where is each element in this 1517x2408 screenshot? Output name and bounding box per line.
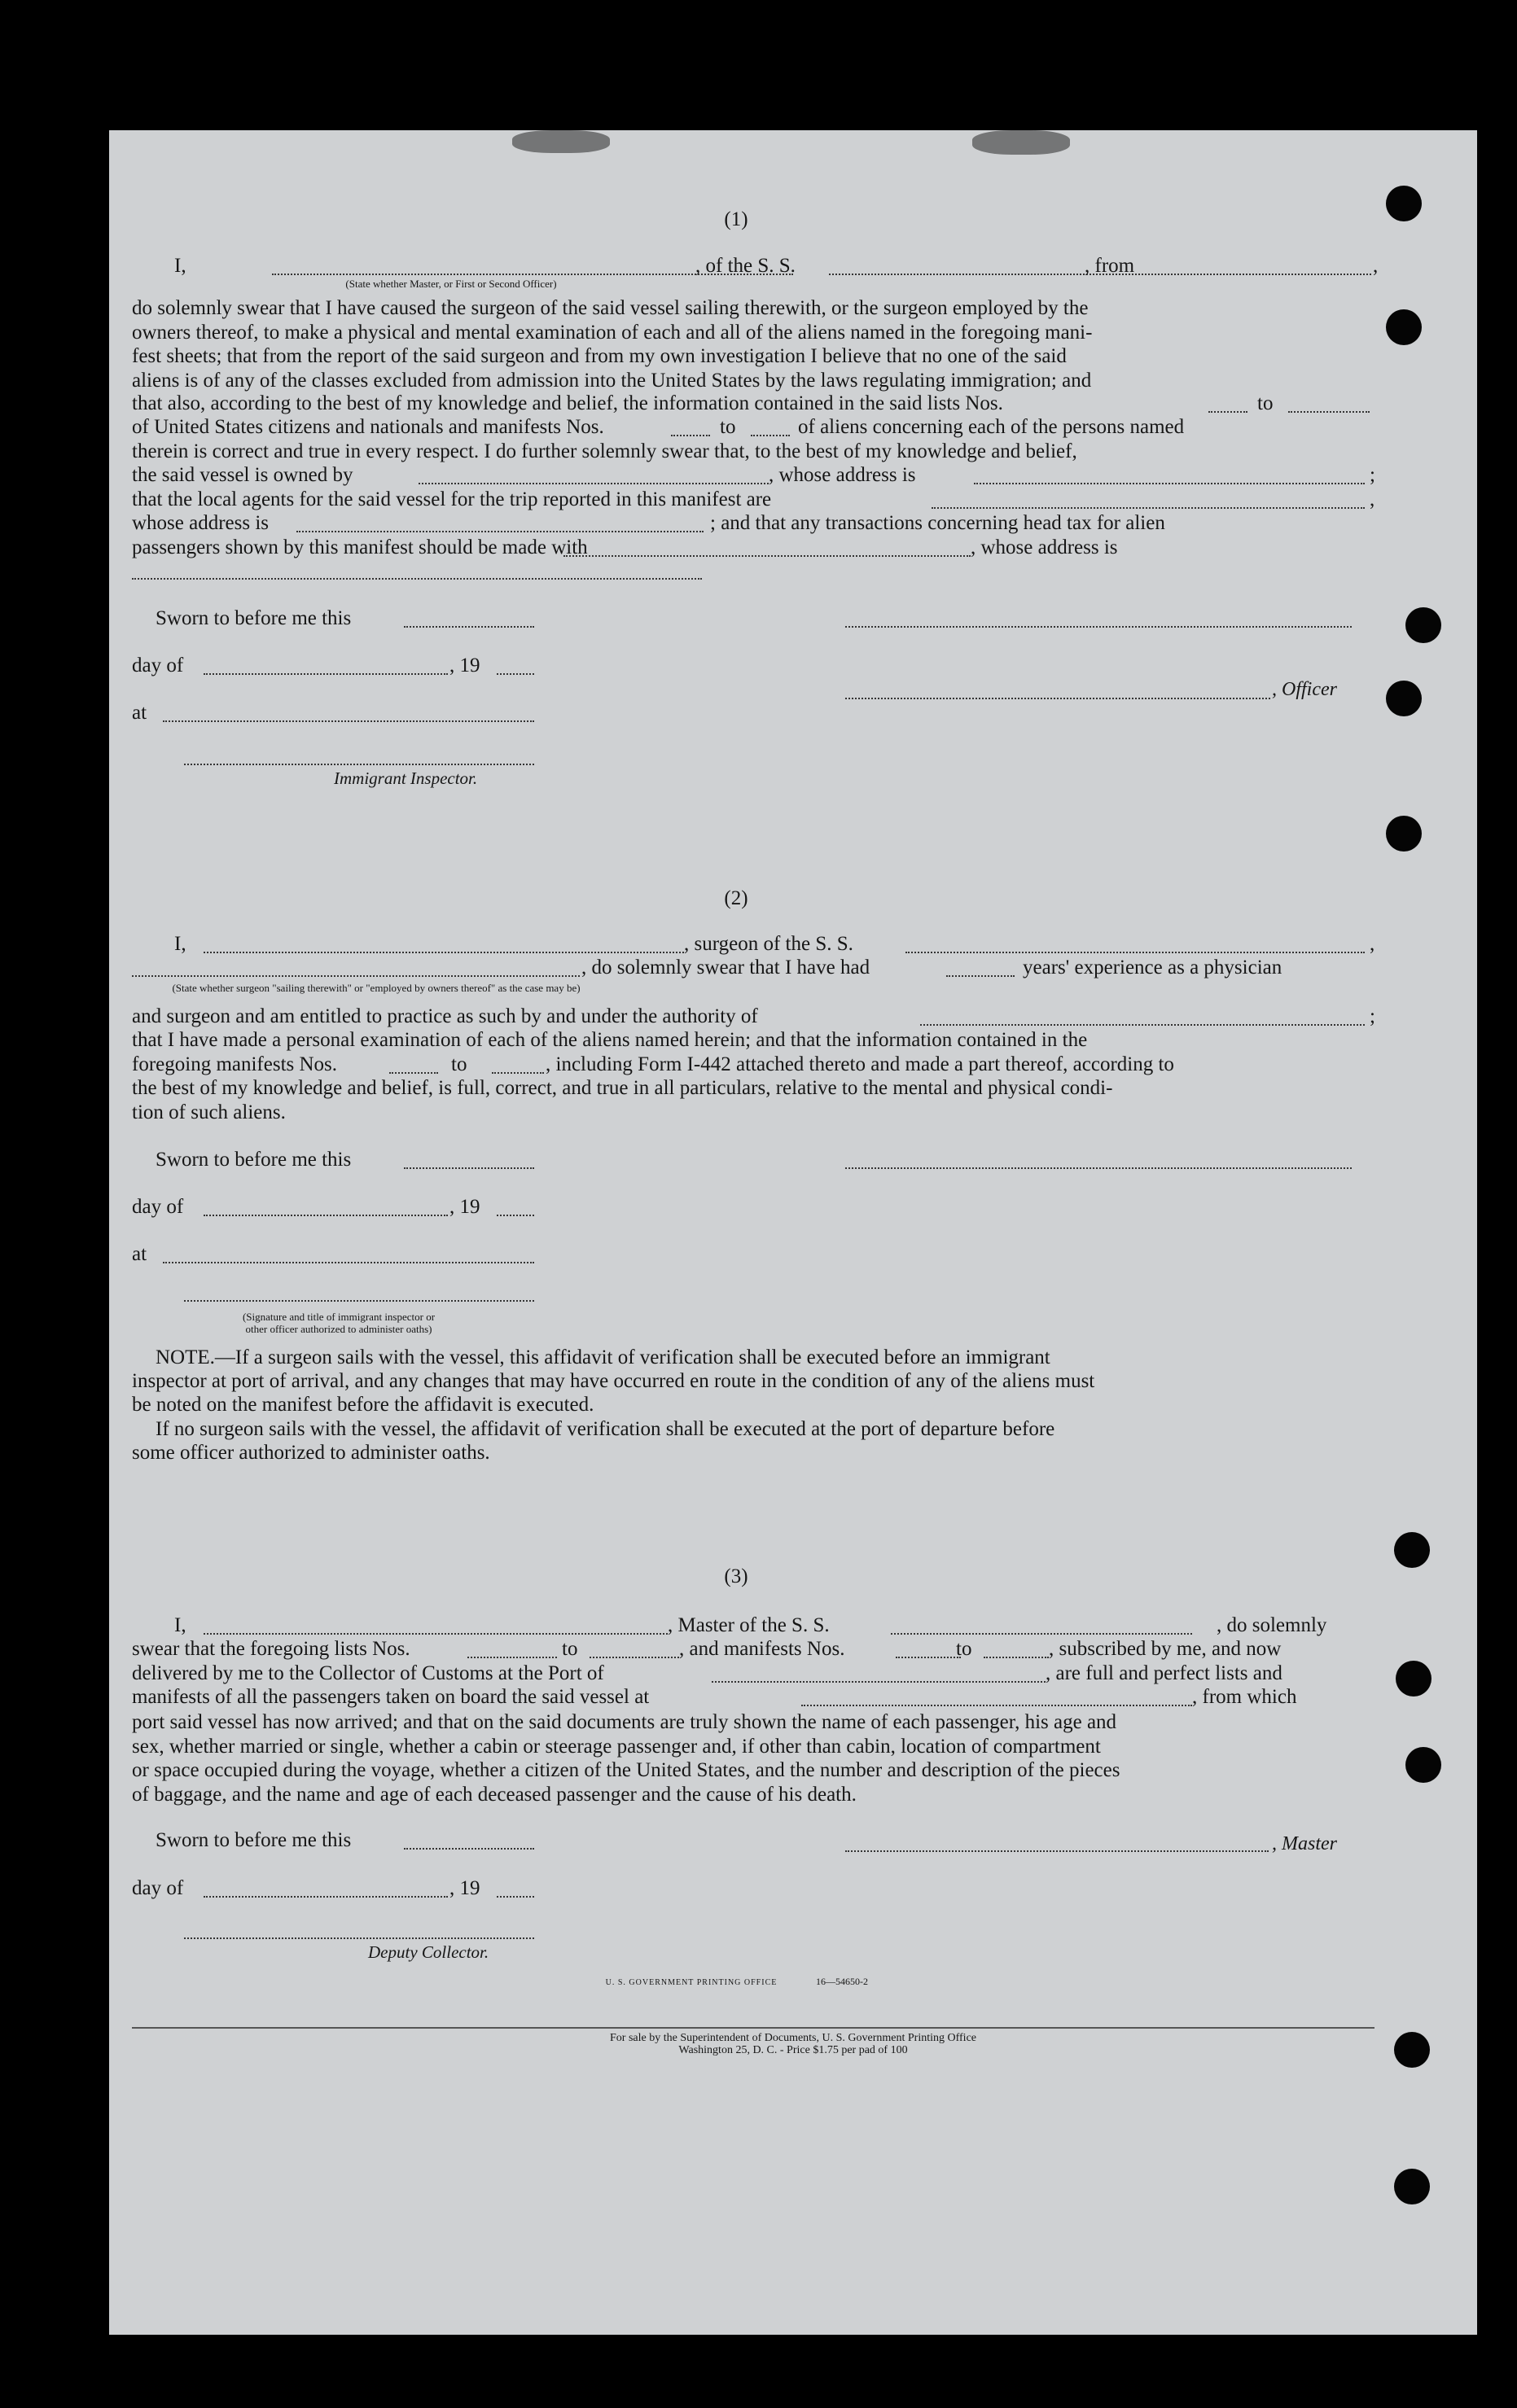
s1-manifests-to-field[interactable] (751, 435, 790, 436)
section-3-number: (3) (724, 1565, 748, 1587)
punch-hole-10 (1394, 2169, 1430, 2204)
s2-manifests-to-field[interactable] (492, 1072, 544, 1074)
s2-day-field[interactable] (204, 1215, 448, 1216)
s3-boarded-at-field[interactable] (801, 1705, 1192, 1706)
s1-vessel-field[interactable] (829, 274, 1195, 275)
s2-years-field[interactable] (946, 975, 1015, 977)
top-smudge-left (512, 130, 610, 153)
s2-official-signature[interactable] (184, 1300, 534, 1302)
s2-surgeon-signature[interactable] (845, 1167, 1352, 1169)
s2-sworn-label: Sworn to before me this (156, 1149, 352, 1171)
s2-at-label: at (132, 1243, 147, 1265)
s1-day-label: day of (132, 655, 184, 676)
s2-sworn-field[interactable] (404, 1167, 534, 1169)
s1-line-3: fest sheets; that from the report of the said surgeon and from my own investigation I believe that no one of the said (132, 345, 1067, 367)
s2-surgeon-label: , surgeon of the S. S. (684, 933, 853, 955)
s1-lists-from-field[interactable] (1208, 411, 1247, 413)
s1-officer-signature[interactable] (845, 626, 1352, 628)
s3-line-3: or space occupied during the voyage, whether a citizen of the United States, and the number and description of the pieces (132, 1759, 1120, 1781)
s1-manifests-to: to (720, 416, 736, 438)
s2-sig-hint-2: other officer authorized to administer oaths) (245, 1323, 432, 1335)
section-2-number: (2) (724, 887, 748, 909)
s1-line-1: do solemnly swear that I have caused the surgeon of the said vessel sailing therewith, or the surgeon employed by the (132, 297, 1089, 319)
s3-lists-to-field[interactable] (590, 1657, 679, 1658)
s2-vessel-field[interactable] (905, 952, 1365, 953)
s2-year-field[interactable] (497, 1215, 534, 1216)
s2-best-line: the best of my knowledge and belief, is full, correct, and true in all particulars, relative to the mental and physical condi- (132, 1077, 1113, 1099)
s2-note-4: If no surgeon sails with the vessel, the affidavit of verification shall be executed at the port of departure before (156, 1418, 1055, 1440)
s2-form-label: foregoing manifests Nos. (132, 1053, 338, 1075)
s1-owner-address-field[interactable] (974, 483, 1365, 484)
s1-correct-line: therein is correct and true in every respect. I do further solemnly swear that, to the best of my knowledge and belief, (132, 440, 1077, 462)
s2-at-field[interactable] (163, 1262, 534, 1263)
s1-passengers-tail: , whose address is (971, 536, 1118, 558)
s3-deputy-signature[interactable] (184, 1937, 534, 1939)
s2-day-label: day of (132, 1196, 184, 1218)
s1-year-label: , 19 (449, 655, 480, 676)
footer-rule (132, 2027, 1375, 2029)
s1-manifests-label: of United States citizens and nationals and manifests Nos. (132, 416, 604, 438)
s3-master-label: , Master of the S. S. (668, 1614, 830, 1636)
s1-i-label: I, (174, 255, 186, 277)
sale-line-1: For sale by the Superintendent of Documents, U. S. Government Printing Office (610, 2032, 976, 2044)
s2-year-label: , 19 (449, 1196, 480, 1218)
s2-note-1: NOTE.—If a surgeon sails with the vessel, this affidavit of verification shall be executed before an immigrant (156, 1346, 1050, 1368)
punch-hole-7 (1396, 1661, 1432, 1697)
punch-hole-6 (1394, 1532, 1430, 1568)
s1-at-label: at (132, 702, 147, 724)
s1-owner-field[interactable] (419, 483, 769, 484)
s1-agents-end: , (1370, 488, 1375, 510)
s1-whose-label: whose address is (132, 512, 270, 534)
s2-note-2: inspector at port of arrival, and any changes that may have occurred en route in the condition of any of the aliens must (132, 1370, 1095, 1392)
s1-agents-label: that the local agents for the said vessel for the trip reported in this manifest are (132, 488, 772, 510)
s1-agents-field[interactable] (932, 507, 1365, 509)
s3-deputy-caption: Deputy Collector. (368, 1942, 489, 1962)
s3-manifests-from-field[interactable] (896, 1657, 961, 1658)
s3-day-label: day of (132, 1877, 184, 1899)
s2-line-end: , (1370, 933, 1375, 955)
s3-lists-to: to (562, 1638, 578, 1660)
s1-headtax-field[interactable] (563, 555, 971, 557)
s1-year-field[interactable] (497, 673, 534, 675)
s1-headtax-address-field[interactable] (132, 578, 702, 580)
s1-passengers-label: passengers shown by this manifest should be made with (132, 536, 588, 558)
s2-surgeon-type-field[interactable] (132, 975, 580, 977)
s3-sworn-field[interactable] (404, 1848, 534, 1850)
punch-hole-3 (1405, 607, 1441, 643)
s3-vessel-field[interactable] (891, 1633, 1192, 1635)
s3-solemnly-label: , do solemnly (1217, 1614, 1327, 1636)
s2-surgeon-name-field[interactable] (204, 952, 684, 953)
punch-hole-1 (1386, 186, 1422, 221)
punch-hole-5 (1386, 816, 1422, 852)
punch-hole-4 (1386, 681, 1422, 716)
s3-manifests-to-field[interactable] (984, 1657, 1049, 1658)
s1-at-field[interactable] (163, 720, 534, 722)
s3-line-1: port said vessel has now arrived; and that on the said documents are truly shown the name of each passenger, his age and (132, 1711, 1117, 1733)
printing-office-label: U. S. GOVERNMENT PRINTING OFFICE (605, 1978, 778, 1987)
s3-port-field[interactable] (712, 1681, 1046, 1683)
punch-hole-8 (1405, 1747, 1441, 1783)
s3-year-label: , 19 (449, 1877, 480, 1899)
s1-from-end: , (1373, 255, 1379, 277)
s1-from-label: , from (1085, 255, 1135, 277)
s3-lists-label: swear that the foregoing lists Nos. (132, 1638, 410, 1660)
s2-authority-end: ; (1370, 1005, 1375, 1027)
s1-owned-address: , whose address is (769, 464, 916, 486)
s2-such-line: tion of such aliens. (132, 1101, 286, 1123)
section-1-number: (1) (724, 208, 748, 230)
sale-line-2: Washington 25, D. C. - Price $1.75 per pad of 100 (678, 2044, 908, 2056)
s3-from-which: , from which (1192, 1686, 1297, 1708)
form-page (109, 130, 1477, 2335)
s2-i-label: I, (174, 933, 186, 955)
s1-owned-end: ; (1370, 464, 1375, 486)
s3-line-2: sex, whether married or single, whether a cabin or steerage passenger and, if other than cabin, location of compartment (132, 1735, 1101, 1758)
s1-sworn-field[interactable] (404, 626, 534, 628)
s3-body (132, 1710, 1375, 1806)
s1-line-4: aliens is of any of the classes excluded from admission into the United States by the laws regulating immigration; and (132, 369, 1092, 392)
s1-inspector-caption: Immigrant Inspector. (334, 768, 478, 788)
s1-day-field[interactable] (204, 673, 448, 675)
s1-lists-to: to (1257, 392, 1274, 414)
s2-authority-field[interactable] (920, 1024, 1365, 1026)
top-smudge-right (972, 130, 1070, 155)
s3-master-name-field[interactable] (204, 1633, 668, 1635)
s1-inspector-signature[interactable] (184, 764, 534, 765)
s3-master-caption: , Master (1272, 1833, 1337, 1854)
s1-lists-label: that also, according to the best of my knowledge and belief, the information contained in the said lists Nos. (132, 392, 1003, 414)
s2-sig-hint-1: (Signature and title of immigrant inspector or (242, 1311, 436, 1323)
s2-form-to: to (451, 1053, 467, 1075)
s3-delivered-tail: , are full and perfect lists and (1046, 1662, 1282, 1684)
s2-surgeon-hint: (State whether surgeon "sailing therewith" or "employed by owners thereof" as the case may be) (172, 982, 581, 994)
s3-i-label: I, (174, 1614, 186, 1636)
s1-body (132, 296, 1375, 392)
s3-line-4: of baggage, and the name and age of each deceased passenger and the cause of his death. (132, 1783, 857, 1806)
s3-subscribed-label: , subscribed by me, and now (1049, 1638, 1282, 1660)
s1-whose-tail: ; and that any transactions concerning head tax for alien (710, 512, 1165, 534)
s3-sworn-label: Sworn to before me this (156, 1829, 352, 1851)
s1-owned-label: the said vessel is owned by (132, 464, 353, 486)
s3-manifests-label: , and manifests Nos. (679, 1638, 845, 1660)
s2-note-5: some officer authorized to administer oaths. (132, 1442, 490, 1464)
s3-day-field[interactable] (204, 1896, 448, 1898)
s1-sworn-label: Sworn to before me this (156, 607, 352, 629)
s1-from-field[interactable] (1171, 274, 1371, 275)
s1-manifests-from-field[interactable] (671, 435, 710, 436)
s2-years-label: years' experience as a physician (1023, 957, 1282, 979)
punch-hole-9 (1394, 2032, 1430, 2068)
punch-hole-2 (1386, 309, 1422, 345)
s1-line-2: owners thereof, to make a physical and mental examination of each and all of the aliens named in the foregoing mani- (132, 321, 1093, 344)
s2-exam-line: that I have made a personal examination of each of the aliens named herein; and that the information contained in the (132, 1029, 1088, 1051)
s3-manifests-line: manifests of all the passengers taken on board the said vessel at (132, 1686, 650, 1708)
s2-form-tail: , including Form I-442 attached thereto and made a part thereof, according to (546, 1053, 1174, 1075)
s2-note-3: be noted on the manifest before the affidavit is executed. (132, 1394, 594, 1416)
s1-officer-caption: , Officer (1272, 679, 1337, 700)
s1-officer-hint: (State whether Master, or First or Second Officer) (345, 278, 557, 290)
s2-authority-label: and surgeon and am entitled to practice as such by and under the authority of (132, 1005, 758, 1027)
s2-manifests-from-field[interactable] (389, 1072, 438, 1074)
s1-agents-address-field[interactable] (296, 531, 704, 532)
s3-lists-from-field[interactable] (467, 1657, 557, 1658)
s3-manifests-to: to (956, 1638, 972, 1660)
s3-year-field[interactable] (497, 1896, 534, 1898)
form-code: 16—54650-2 (816, 1976, 868, 1987)
s1-officer-line[interactable] (845, 698, 1270, 699)
s1-manifests-tail: of aliens concerning each of the persons named (798, 416, 1185, 438)
s3-delivered-label: delivered by me to the Collector of Customs at the Port of (132, 1662, 604, 1684)
s2-swear-label: , do solemnly swear that I have had (581, 957, 870, 979)
s1-of-ss-label: , of the S. S. (695, 255, 796, 277)
s1-lists-to-field[interactable] (1288, 411, 1370, 413)
s3-master-signature[interactable] (845, 1850, 1269, 1852)
